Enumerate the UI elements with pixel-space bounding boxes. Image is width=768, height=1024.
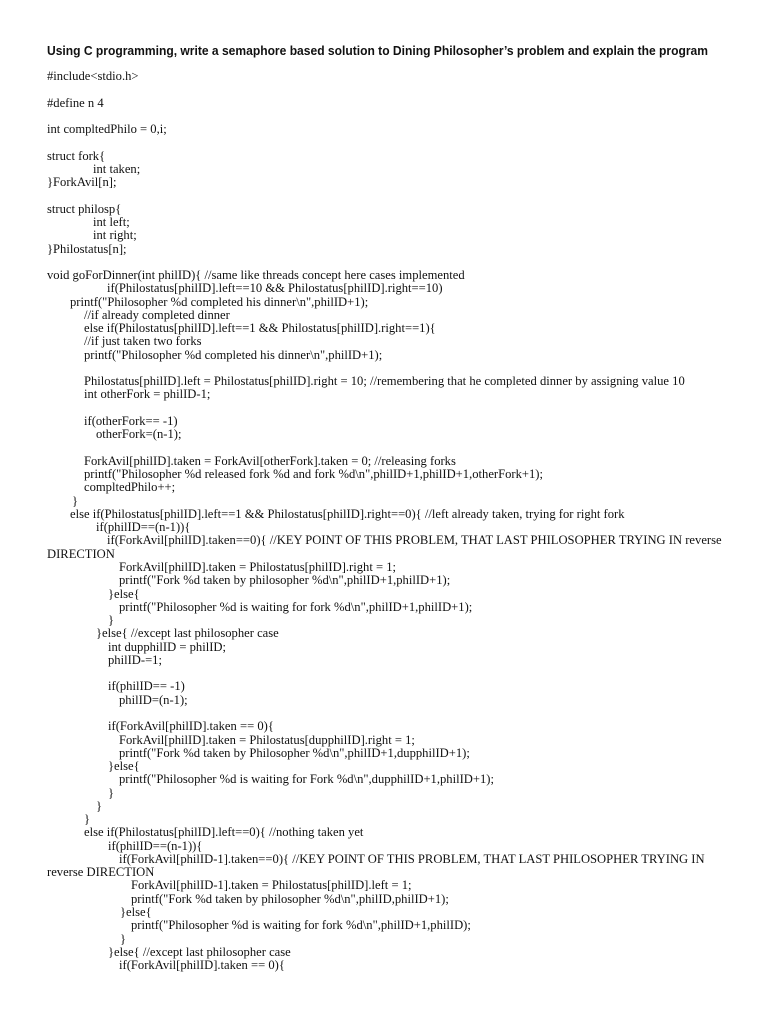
code-line: printf("Fork %d taken by philosopher %d\n",philID+1,philID+1); [119, 573, 451, 588]
code-line: } [108, 613, 115, 628]
code-line: } [120, 931, 127, 946]
code-line: #include<stdio.h> [47, 69, 139, 83]
code-line: philID-=1; [108, 652, 162, 667]
code-line: printf("Philosopher %d released fork %d and fork %d\n",philID+1,philID+1,otherFork+1); [84, 467, 543, 482]
code-line: else if(Philostatus[philID].left==1 && Philostatus[philID].right==0){ //left already taken, trying for right fork [70, 506, 625, 521]
code-line: }else{ [108, 586, 140, 601]
code-line: printf("Philosopher %d completed his dinner\n",philID+1); [70, 294, 369, 309]
code-line: if(ForkAvil[philID-1].taken==0){ //KEY POINT OF THIS PROBLEM, THAT LAST PHILOSOPHER TRYING IN [119, 851, 705, 866]
code-line: } [96, 798, 103, 813]
code-line: if(philID==(n-1)){ [96, 520, 191, 535]
code-line: ForkAvil[philID].taken = ForkAvil[otherFork].taken = 0; //releasing forks [84, 453, 456, 468]
code-line: }else{ [120, 905, 152, 919]
code-line: ForkAvil[philID].taken = Philostatus[philID].right = 1; [119, 559, 397, 574]
code-line: if(ForkAvil[philID].taken==0){ //KEY POINT OF THIS PROBLEM, THAT LAST PHILOSOPHER TRYING IN reverse [107, 533, 722, 548]
code-line: int left; [93, 214, 130, 229]
code-line: //if already completed dinner [84, 307, 230, 322]
document-title: Using C programming, write a semaphore based solution to Dining Philosopher’s problem and explain the program [47, 44, 708, 58]
code-line: int right; [93, 228, 137, 243]
code-line: } [84, 812, 91, 827]
code-line: otherFork=(n-1); [96, 427, 182, 442]
code-line: printf("Philosopher %d is waiting for fork %d\n",philID+1,philID+1); [119, 599, 473, 614]
code-line: printf("Philosopher %d completed his dinner\n",philID+1); [84, 347, 383, 362]
code-line: printf("Philosopher %d is waiting for Fork %d\n",dupphilID+1,philID+1); [119, 772, 494, 787]
code-line: }else{ //except last philosopher case [96, 626, 279, 641]
code-line: if(ForkAvil[philID].taken == 0){ [108, 719, 274, 734]
code-line: #define n 4 [47, 95, 104, 110]
code-line: int dupphilID = philID; [108, 639, 226, 654]
code-line: if(philID==(n-1)){ [108, 838, 203, 853]
code-line: void goForDinner(int philID){ //same like threads concept here cases implemented [47, 268, 465, 283]
code-line: } [108, 785, 115, 800]
code-line: DIRECTION [47, 546, 115, 561]
code-line: }ForkAvil[n]; [47, 175, 117, 190]
code-line: else if(Philostatus[philID].left==1 && Philostatus[philID].right==1){ [84, 321, 436, 336]
code-line: //if just taken two forks [84, 334, 202, 349]
code-line: compltedPhilo++; [84, 480, 176, 495]
code-line: struct philosp{ [47, 201, 122, 216]
code-line: reverse DIRECTION [47, 865, 155, 880]
code-line: if(otherFork== -1) [84, 414, 178, 429]
code-line: int compltedPhilo = 0,i; [47, 122, 167, 137]
code-line: ForkAvil[philID-1].taken = Philostatus[philID].left = 1; [131, 878, 412, 893]
code-line: }else{ [108, 759, 140, 774]
code-line: if(Philostatus[philID].left==10 && Philostatus[philID].right==10) [107, 281, 443, 296]
code-line: } [72, 493, 79, 508]
code-line: }Philostatus[n]; [47, 241, 127, 256]
code-line: if(ForkAvil[philID].taken == 0){ [119, 958, 285, 973]
code-line: int taken; [93, 161, 141, 176]
code-line: int otherFork = philID-1; [84, 387, 211, 402]
code-line: printf("Philosopher %d is waiting for fork %d\n",philID+1,philID); [131, 918, 471, 933]
code-line: printf("Fork %d taken by Philosopher %d\n",philID+1,dupphilID+1); [119, 745, 470, 760]
code-line: struct fork{ [47, 148, 106, 163]
code-line: else if(Philostatus[philID].left==0){ //nothing taken yet [84, 825, 364, 840]
code-line: }else{ //except last philosopher case [108, 944, 291, 959]
code-line: philID=(n-1); [119, 692, 188, 707]
code-line: if(philID== -1) [108, 679, 185, 694]
code-line: ForkAvil[philID].taken = Philostatus[dupphilID].right = 1; [119, 732, 415, 747]
code-line: printf("Fork %d taken by philosopher %d\n",philID,philID+1); [131, 891, 449, 906]
code-line: Philostatus[philID].left = Philostatus[philID].right = 10; //remembering that he completed dinner by assigning value 10 [84, 374, 685, 389]
